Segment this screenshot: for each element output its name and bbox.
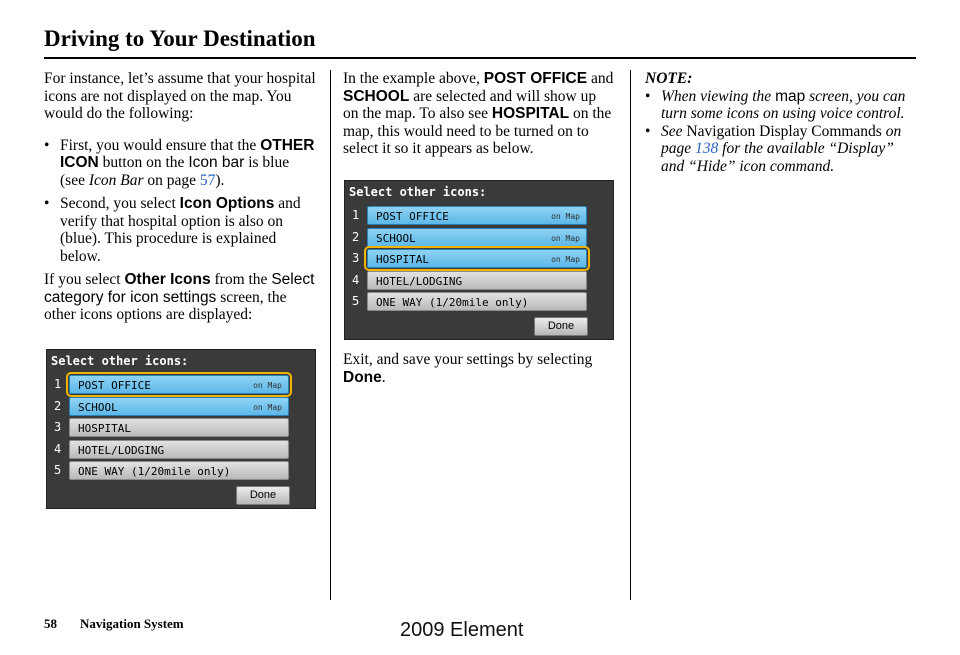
column-divider-2 <box>630 70 631 600</box>
intro-paragraph: For instance, let’s assume that your hospital icons are not displayed on the map. You would do the following: <box>44 70 316 122</box>
icon-option-button[interactable] <box>69 418 289 437</box>
paragraph-example <box>343 70 615 158</box>
text-span: is blue (see <box>60 154 290 189</box>
screen-header: Select other icons: <box>349 185 487 199</box>
bullet-dot: • <box>645 122 651 140</box>
text-span: When viewing the <box>661 87 776 105</box>
text-span: on page <box>143 171 200 189</box>
icon-option-button[interactable] <box>69 461 289 480</box>
on-map-badge: on Map <box>551 233 580 243</box>
row-number: 3 <box>54 420 62 434</box>
icon-option-label: HOSPITAL <box>78 422 131 435</box>
row-number: 3 <box>352 251 360 265</box>
icon-option-label: POST OFFICE <box>376 210 449 223</box>
text-span: See <box>661 122 683 140</box>
done-button[interactable]: Done <box>236 486 290 505</box>
page-138-link[interactable]: 138 <box>695 140 719 157</box>
icon-option-label: ONE WAY (1/20mile only) <box>376 296 529 309</box>
title-rule <box>44 57 916 59</box>
row-number: 2 <box>352 229 360 244</box>
text-span: on the map, this would need to be turned on to select it so it appears as below. <box>343 105 612 157</box>
school-ref: SCHOOL <box>343 87 410 105</box>
icon-option-button[interactable] <box>69 440 289 459</box>
hospital-ref: HOSPITAL <box>491 105 570 122</box>
other-icons-screen-after <box>344 180 614 340</box>
text-span: button on the <box>98 154 189 171</box>
text-span: screen, you can turn some icons on using voice control. <box>661 87 906 122</box>
bullet-1 <box>44 137 316 190</box>
text-span: screen, the other icons options are displayed: <box>44 288 287 323</box>
text-span: and <box>587 70 614 87</box>
row-number: 4 <box>352 272 360 287</box>
done-button[interactable]: Done <box>534 317 588 336</box>
note-label: NOTE: <box>645 70 693 87</box>
note-1 <box>645 88 917 123</box>
icon-option-label: HOTEL/LODGING <box>376 274 463 288</box>
text-span: Exit, and save your settings by selecting <box>343 351 593 368</box>
text-span: If you select <box>44 271 125 288</box>
icon-option-label: SCHOOL <box>78 400 118 414</box>
note-2 <box>645 123 917 176</box>
paragraph-other-icons <box>44 271 316 324</box>
row-number: 1 <box>54 377 62 391</box>
row-number: 1 <box>352 208 360 222</box>
icon-option-label: HOSPITAL <box>376 253 429 266</box>
text-span: First, you would ensure that the <box>60 136 261 154</box>
row-number: 2 <box>54 398 62 413</box>
other-icon-button-ref: OTHER ICON <box>60 136 315 171</box>
row-number: 5 <box>54 463 62 477</box>
row-number: 4 <box>54 441 62 456</box>
text-span: on page <box>661 122 902 157</box>
icon-bar-ref: Icon bar <box>188 154 245 171</box>
text-span: are selected and will show up on the map. To also see <box>343 87 597 122</box>
text-span: from the <box>210 271 272 288</box>
text-span: for the available “Display” and “Hide” icon command. <box>661 140 894 175</box>
icon-option-button[interactable] <box>367 206 587 225</box>
bullet-dot: • <box>44 136 50 154</box>
paragraph-exit <box>343 351 615 386</box>
icon-options-button-ref: Icon Options <box>179 195 275 212</box>
on-map-badge: on Map <box>253 381 282 390</box>
icon-option-label: POST OFFICE <box>78 379 151 392</box>
bullet-dot: • <box>44 195 50 212</box>
post-office-ref: POST OFFICE <box>483 70 588 87</box>
footer-section-title: Navigation System <box>80 616 184 631</box>
icon-bar-italic-ref: Icon Bar <box>88 171 144 189</box>
row-number: 5 <box>352 294 360 308</box>
column-divider-1 <box>330 70 331 600</box>
screen-header: Select other icons: <box>51 354 189 368</box>
icon-option-button[interactable] <box>69 375 289 394</box>
column-3 <box>645 70 917 175</box>
text-span: Second, you select <box>60 195 180 212</box>
icon-option-button[interactable] <box>69 397 289 416</box>
text-span: ). <box>215 171 225 189</box>
map-ref: map <box>775 87 806 105</box>
footer-page-number: 58 <box>44 616 57 631</box>
watermark: 2009 Element <box>400 619 524 641</box>
icon-option-label: HOTEL/LODGING <box>78 443 165 457</box>
page-57-link[interactable]: 57 <box>199 171 216 189</box>
icon-option-label: ONE WAY (1/20mile only) <box>78 465 231 478</box>
column-2 <box>343 70 615 172</box>
column-1 <box>44 70 316 338</box>
on-map-badge: on Map <box>551 255 580 264</box>
text-span: . <box>381 368 386 386</box>
icon-option-button[interactable] <box>367 249 587 268</box>
other-icons-button-ref: Other Icons <box>124 271 211 288</box>
icon-option-button[interactable] <box>367 271 587 290</box>
nav-display-commands-ref: Navigation Display Commands <box>682 122 882 140</box>
text-span: In the example above, <box>343 70 484 87</box>
bullet-dot: • <box>645 87 651 105</box>
select-category-screen-ref: Select category for icon settings <box>44 271 315 306</box>
text-span: and verify that hospital option is also on (blue). This procedure is explained below. <box>60 195 301 265</box>
other-icons-screen-before <box>46 349 316 509</box>
icon-option-label: SCHOOL <box>376 231 416 245</box>
done-ref: Done <box>343 368 382 386</box>
bullet-2 <box>44 195 316 265</box>
on-map-badge: on Map <box>253 402 282 412</box>
icon-option-button[interactable] <box>367 292 587 311</box>
on-map-badge: on Map <box>551 212 580 221</box>
icon-option-button[interactable] <box>367 228 587 247</box>
page-title: Driving to Your Destination <box>44 26 316 51</box>
